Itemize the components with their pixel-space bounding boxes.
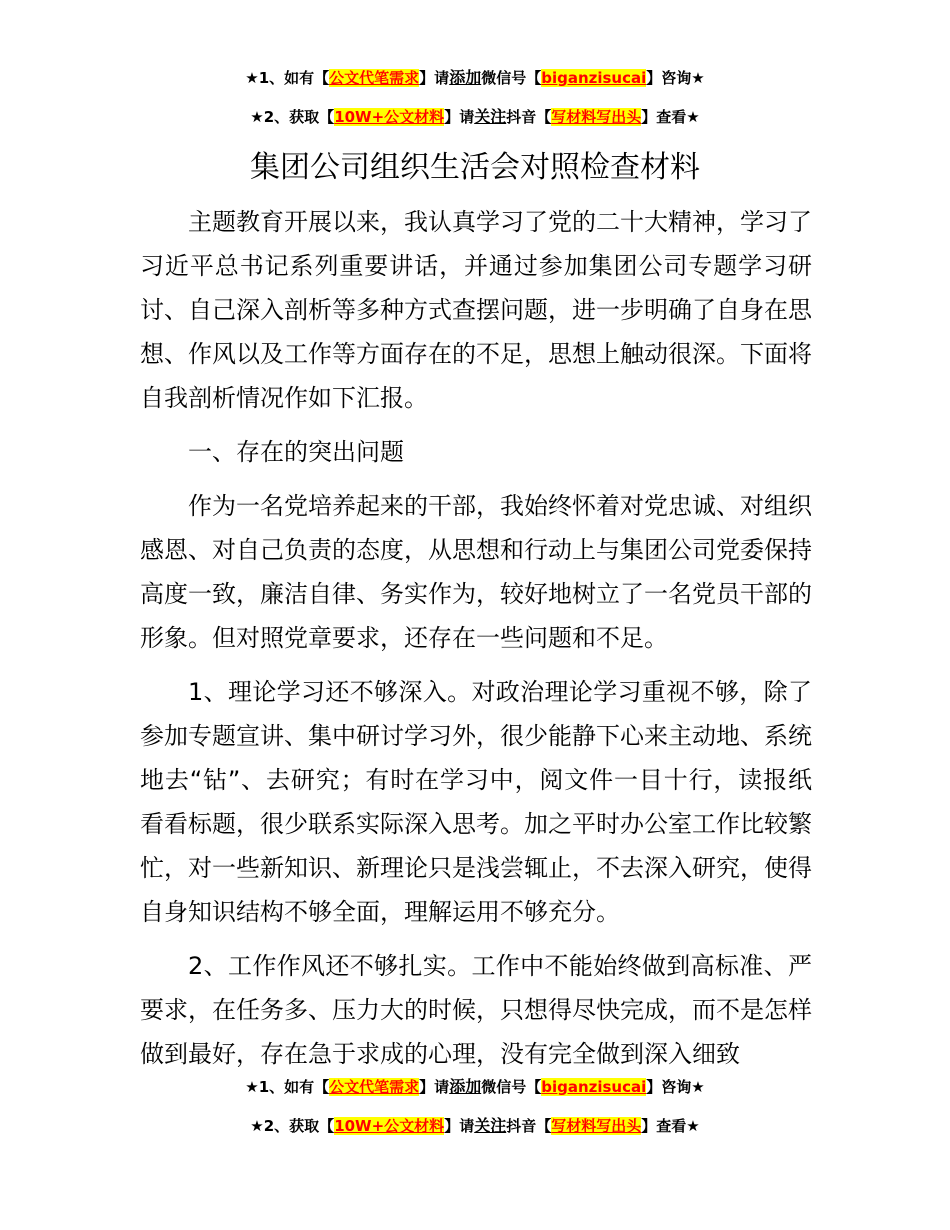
promo-highlight: biganzisucai xyxy=(541,69,647,87)
promo-emphasis: 关注 xyxy=(474,107,507,126)
promo-emphasis: 添加 xyxy=(449,68,482,87)
paragraph-overview: 作为一名党培养起来的干部，我始终怀着对党忠诚、对组织感恩、对自己负责的态度，从思想和行动上与集团公司党委保持高度一致，廉洁自律、务实作为，较好地树立了一名党员干部的形象。但对照党章要求，还存在一些问题和不足。 xyxy=(140,492,812,652)
footer-promo-line-1 xyxy=(0,1076,950,1098)
document-body xyxy=(140,200,812,1076)
promo-emphasis: 关注 xyxy=(474,1116,507,1135)
section-heading: 一、存在的突出问题 xyxy=(188,438,404,466)
promo-text: 】请 xyxy=(444,108,475,126)
promo-highlight: 写材料写出头 xyxy=(551,1117,642,1135)
promo-highlight: 10W+公文材料 xyxy=(334,108,445,126)
promo-text: ★2、获取【 xyxy=(250,108,335,126)
promo-text: 】请 xyxy=(419,69,450,87)
header-promo-line-1 xyxy=(0,67,950,89)
paragraph-item-1: 1、理论学习还不够深入。对政治理论学习重视不够，除了参加专题宣讲、集中研讨学习外，很少能静下心来主动地、系统地去“钻”、去研究；有时在学习中，阅文件一目十行，读报纸看看标题，很少联系实际深入思考。加之平时办公室工作比较繁忙，对一些新知识、新理论只是浅尝辄止，不去深入研究，使得自身知识结构不够全面，理解运用不够充分。 xyxy=(140,678,812,926)
paragraph-intro: 主题教育开展以来，我认真学习了党的二十大精神，学习了习近平总书记系列重要讲话，并通过参加集团公司专题学习研讨、自己深入剖析等多种方式查摆问题，进一步明确了自身在思想、作风以及工作等方面存在的不足，思想上触动很深。下面将自我剖析情况作如下汇报。 xyxy=(140,208,812,412)
document-title: 集团公司组织生活会对照检查材料 xyxy=(250,150,700,185)
promo-highlight: 公文代笔需求 xyxy=(329,69,420,87)
promo-text: 】查看★ xyxy=(641,1117,700,1135)
promo-highlight: 10W+公文材料 xyxy=(334,1117,445,1135)
promo-text: 】咨询★ xyxy=(646,1078,705,1096)
promo-highlight: biganzisucai xyxy=(541,1078,647,1096)
header-promo-line-2 xyxy=(0,106,950,128)
promo-highlight: 公文代笔需求 xyxy=(329,1078,420,1096)
promo-text: 】咨询★ xyxy=(646,69,705,87)
promo-text: 】查看★ xyxy=(641,108,700,126)
promo-text: ★1、如有【 xyxy=(245,1078,330,1096)
promo-text: ★1、如有【 xyxy=(245,69,330,87)
promo-text: 微信号【 xyxy=(481,69,542,87)
promo-text: 】请 xyxy=(419,1078,450,1096)
promo-text: 微信号【 xyxy=(481,1078,542,1096)
paragraph-item-2: 2、工作作风还不够扎实。工作中不能始终做到高标准、严要求，在任务多、压力大的时候，只想得尽快完成，而不是怎样做到最好，存在急于求成的心理，没有完全做到深入细致 xyxy=(140,952,812,1068)
promo-text: 抖音【 xyxy=(506,108,552,126)
footer-promo-line-2 xyxy=(0,1115,950,1137)
promo-text: 】请 xyxy=(444,1117,475,1135)
promo-emphasis: 添加 xyxy=(449,1077,482,1096)
promo-text: 抖音【 xyxy=(506,1117,552,1135)
promo-text: ★2、获取【 xyxy=(250,1117,335,1135)
promo-highlight: 写材料写出头 xyxy=(551,108,642,126)
